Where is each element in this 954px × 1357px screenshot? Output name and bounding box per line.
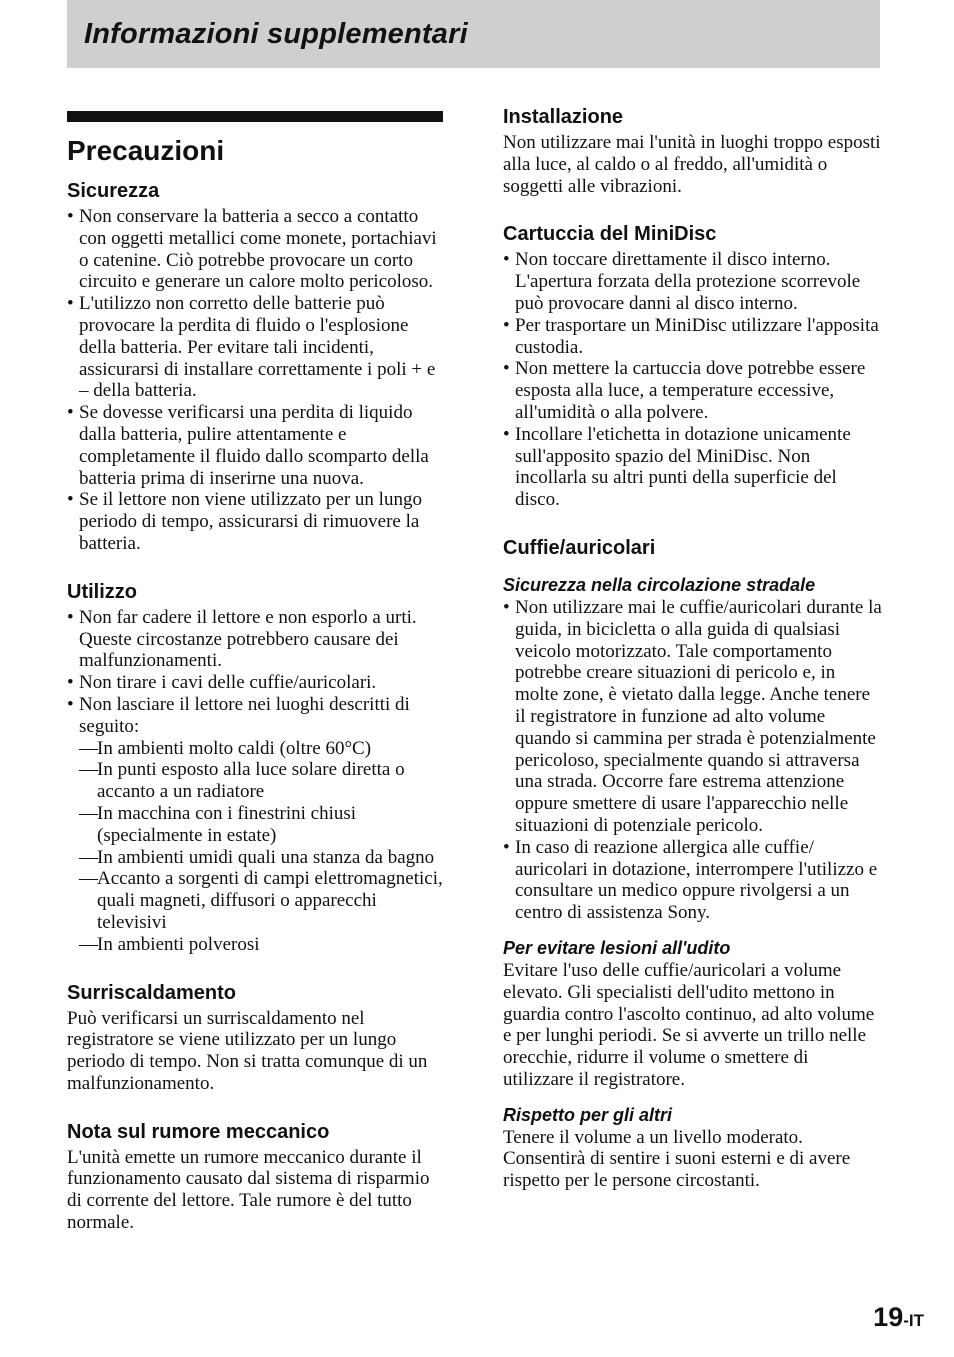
- list-strada: [503, 597, 883, 924]
- list-item: • Non conservare la batteria a secco a contatto con oggetti metallici come monete, portachiavi o catenine. Ciò potrebbe provocare un corto circuito e generare un calore molto pericoloso.: [67, 206, 445, 293]
- page-number-suffix: -IT: [903, 1311, 924, 1330]
- main-title: Precauzioni: [67, 135, 225, 166]
- section-utilizzo: [67, 579, 445, 956]
- heading-installazione: Installazione: [503, 106, 624, 128]
- list-item: • Non far cadere il lettore e non esporlo a urti. Queste circostanze potrebbero causare dei malfunzionamenti.: [67, 607, 445, 672]
- left-column: [67, 111, 445, 1234]
- list-cartuccia: [503, 249, 883, 511]
- heading-rumore: Nota sul rumore meccanico: [67, 1120, 330, 1143]
- list-item: • L'utilizzo non corretto delle batterie può provocare la perdita di fluido o l'esplosione della batteria. Per evitare tali incidenti, assicurarsi di installare correttamente i poli + e – della batteria.: [67, 293, 445, 402]
- list-item: • Non lasciare il lettore nei luoghi descritti di seguito:: [67, 694, 445, 738]
- paragraph-rumore: L'unità emette un rumore meccanico durante il funzionamento causato dal sistema di risparmio di corrente del lettore. Tale rumore è del tutto normale.: [67, 1146, 430, 1234]
- section-cartuccia: [503, 221, 883, 511]
- list-item: • Se dovesse verificarsi una perdita di liquido dalla batteria, pulire attentamente e completamente il fluido dallo scomparto della batteria prima di inserirne una nuova.: [67, 402, 445, 489]
- sub-list-item: — In macchina con i finestrini chiusi (specialmente in estate): [79, 803, 445, 847]
- list-utilizzo: [67, 607, 445, 738]
- section-rumore: [67, 1119, 445, 1234]
- sub-list-item: — In ambienti molto caldi (oltre 60°C): [79, 738, 445, 760]
- page-number-value: 19: [873, 1302, 904, 1332]
- list-item: • Non tirare i cavi delle cuffie/auricolari.: [67, 672, 445, 694]
- heading-cuffie: Cuffie/auricolari: [503, 536, 656, 559]
- section-title: Informazioni supplementari: [84, 18, 468, 50]
- section-installazione: [503, 104, 883, 197]
- list-item: • Per trasportare un MiniDisc utilizzare l'apposita custodia.: [503, 315, 883, 359]
- section-sicurezza: [67, 178, 445, 555]
- list-item: • Non mettere la cartuccia dove potrebbe essere esposta alla luce, a temperature eccessive, all'umidità o alla polvere.: [503, 358, 883, 423]
- sublist-luoghi: [67, 738, 445, 956]
- list-item: • Se il lettore non viene utilizzato per un lungo periodo di tempo, assicurarsi di rimuovere la batteria.: [67, 489, 445, 554]
- subheading-strada: Sicurezza nella circolazione stradale: [503, 574, 816, 595]
- sub-list-item: — Accanto a sorgenti di campi elettromagnetici, quali magneti, diffusori o apparecchi televisivi: [79, 868, 445, 933]
- heading-surriscaldamento: Surriscaldamento: [67, 981, 236, 1004]
- paragraph-udito: Evitare l'uso delle cuffie/auricolari a volume elevato. Gli specialisti dell'udito mettono in guardia contro l'ascolto continuo, ad alto volume e per lunghi periodi. Se si avverte un trillo nelle orecchie, ridurre il volume o smettere di utilizzare il registratore.: [503, 959, 875, 1090]
- paragraph-installazione: Non utilizzare mai l'unità in luoghi troppo esposti alla luce, al caldo o al freddo, all'umidità o soggetti alle vibrazioni.: [503, 132, 881, 197]
- sub-list-item: — In ambienti umidi quali una stanza da bagno: [79, 847, 445, 869]
- list-item: • Non utilizzare mai le cuffie/auricolari durante la guida, in bicicletta o alla guida di qualsiasi veicolo motorizzato. Tale comportamento potrebbe creare situazioni di pericolo e, in molte zone, è vietato dalla legge. Anche tenere il registratore in funzione ad alto volume quando si cammina per strada è potenzialmente pericoloso, specialmente quando si attraversa una strada. Occorre fare estrema attenzione oppure smettere di usare l'apparecchio nelle situazioni di potenziale pericolo.: [503, 597, 883, 837]
- heading-cartuccia: Cartuccia del MiniDisc: [503, 223, 717, 246]
- right-column: [503, 104, 883, 1192]
- heading-utilizzo: Utilizzo: [67, 580, 137, 603]
- list-sicurezza: [67, 206, 445, 555]
- section-banner: [67, 0, 880, 68]
- paragraph-altri: Tenere il volume a un livello moderato. Consentirà di sentire i suoni esterni e di avere rispetto per le persone circostanti.: [503, 1126, 851, 1192]
- heading-sicurezza: Sicurezza: [67, 180, 160, 202]
- sub-list-item: — In punti esposto alla luce solare diretta o accanto a un radiatore: [79, 759, 445, 803]
- subheading-udito: Per evitare lesioni all'udito: [503, 937, 731, 958]
- section-cuffie: [503, 535, 883, 1192]
- section-surriscaldamento: [67, 980, 445, 1095]
- sub-list-item: — In ambienti polverosi: [79, 934, 445, 956]
- list-item: • Non toccare direttamente il disco interno. L'apertura forzata della protezione scorrevole può provocare danni al disco interno.: [503, 249, 883, 314]
- list-item: • In caso di reazione allergica alle cuffie/ auricolari in dotazione, interrompere l'utilizzo e consultare un medico oppure rivolgersi a un centro di assistenza Sony.: [503, 837, 883, 924]
- title-rule: [67, 111, 443, 122]
- subheading-altri: Rispetto per gli altri: [503, 1104, 673, 1125]
- page-number: [873, 1302, 924, 1333]
- paragraph-surriscaldamento: Può verificarsi un surriscaldamento nel registratore se viene utilizzato per un lungo periodo di tempo. Non si tratta comunque di un malfunzionamento.: [67, 1007, 428, 1094]
- list-item: • Incollare l'etichetta in dotazione unicamente sull'apposito spazio del MiniDisc. Non incollarla su altri punti della superficie del disco.: [503, 424, 883, 511]
